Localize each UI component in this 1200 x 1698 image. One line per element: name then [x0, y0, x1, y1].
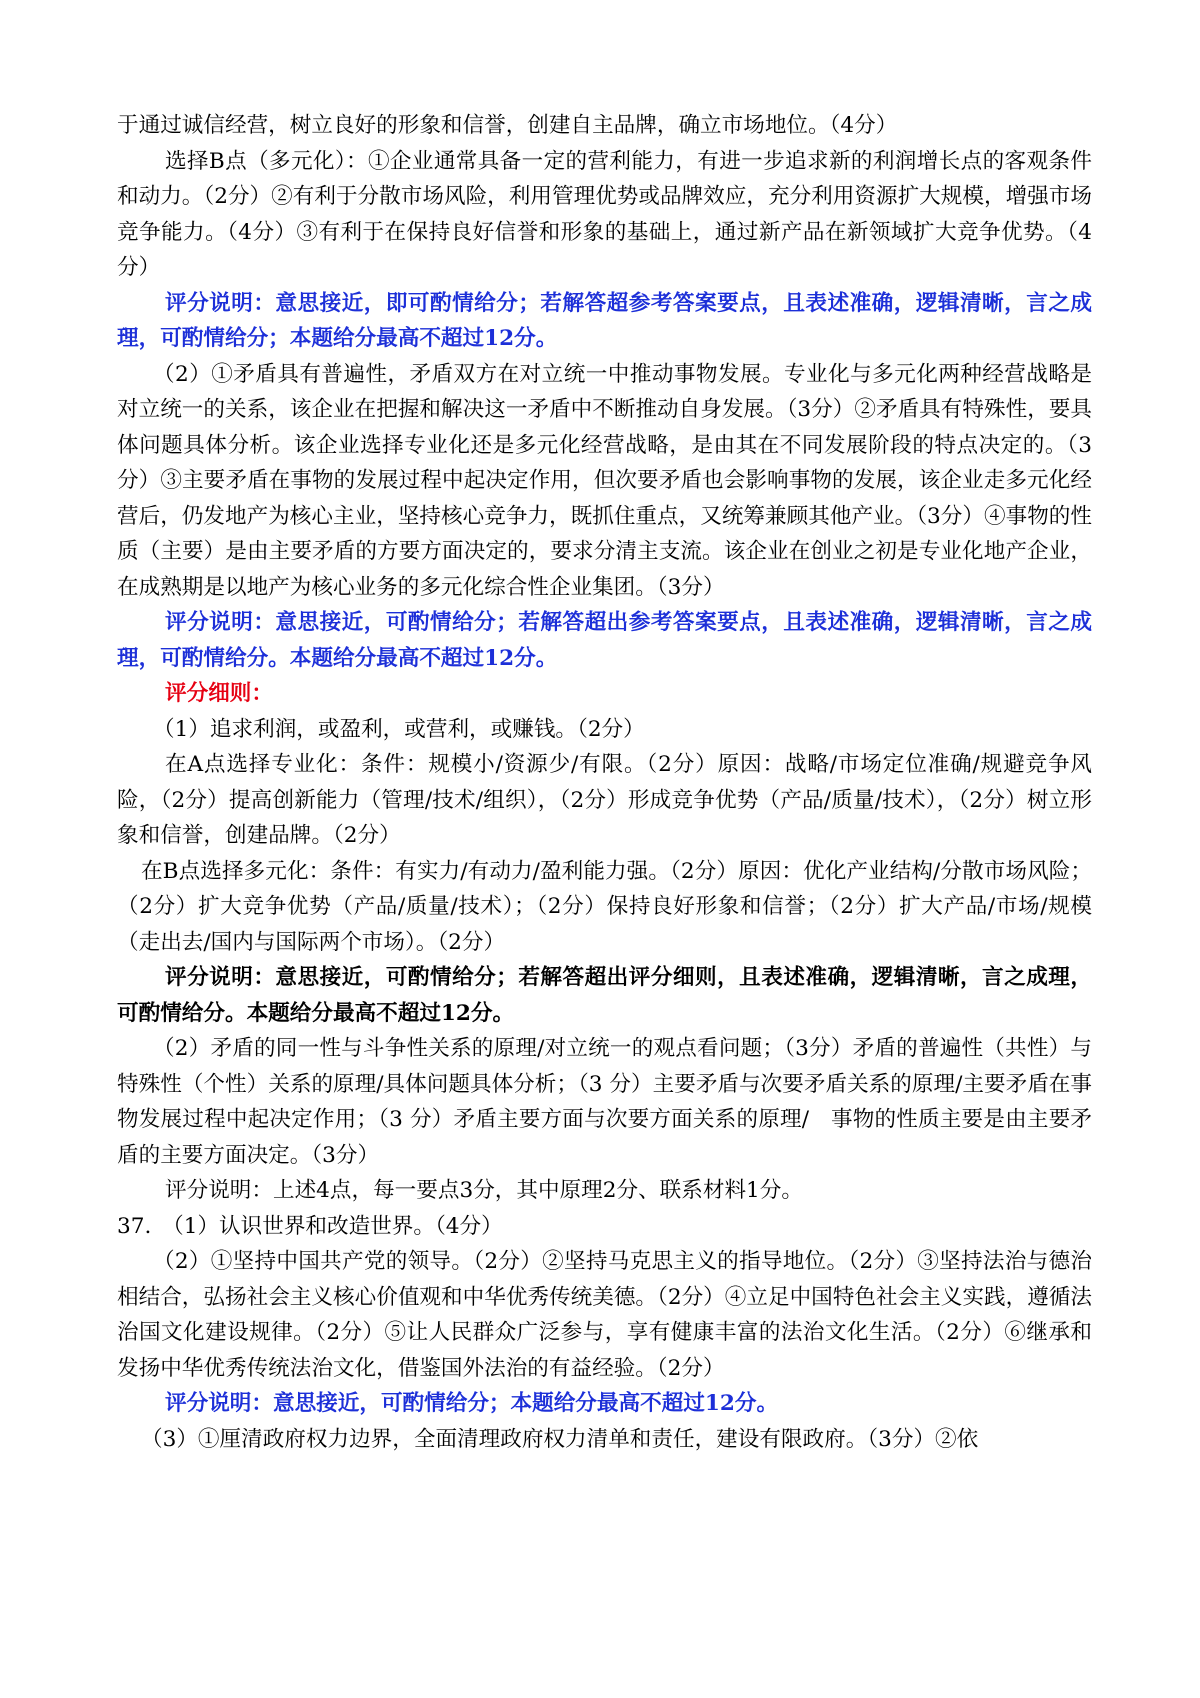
- scoring-rules-heading: 评分细则：: [165, 681, 273, 706]
- scoring-note-3: 评分说明：意思接近，可酌情给分；若解答超出评分细则，且表述准确，逻辑清晰，言之成理，可酌情给分。本题给分最高不超过12分。: [117, 965, 1092, 1026]
- scoring-note-4: 评分说明：上述4点，每一要点3分，其中原理2分、联系材料1分。: [165, 1178, 803, 1203]
- scoring-note-5: 评分说明：意思接近，可酌情给分；本题给分最高不超过12分。: [165, 1391, 779, 1416]
- question-37-part-3: （3）①厘清政府权力边界，全面清理政府权力清单和责任，建设有限政府。（3分）②依: [141, 1426, 979, 1452]
- scoring-note-1: 评分说明：意思接近，即可酌情给分；若解答超参考答案要点，且表述准确，逻辑清晰，言之成理，可酌情给分；本题给分最高不超过12分。: [117, 290, 1092, 351]
- rule-point-b: 在B点选择多元化：条件：有实力/有动力/盈利能力强。（2分）原因：优化产业结构/分散市场风险；（2分）扩大竞争优势（产品/质量/技术）；（2分）保持良好形象和信誉；（2分）扩大产品/市场/规模（走出去/国内与国际两个市场）。（2分）: [117, 858, 1092, 955]
- paragraph-option-b: 选择B点（多元化）：①企业通常具备一定的营利能力，有进一步追求新的利润增长点的客观条件和动力。（2分）②有利于分散市场风险，利用管理优势或品牌效应，充分利用资源扩大规模，增强市场竞争能力。（4分）③有利于在保持良好信誉和形象的基础上，通过新产品在新领域扩大竞争优势。（4分）: [117, 148, 1092, 280]
- paragraph-contradiction-analysis: （2）①矛盾具有普遍性，矛盾双方在对立统一中推动事物发展。专业化与多元化两种经营战略是对立统一的关系，该企业在把握和解决这一矛盾中不断推动自身发展。（3分）②矛盾具有特殊性，要具体问题具体分析。该企业选择专业化还是多元化经营战略，是由其在不同发展阶段的特点决定的。（3分）③主要矛盾在事物的发展过程中起决定作用，但次要矛盾也会影响事物的发展，该企业走多元化经营后，仍发地产为核心主业，坚持核心竞争力，既抓住重点，又统筹兼顾其他产业。（3分）④事物的性质（主要）是由主要矛盾的方要方面决定的，要求分清主支流。该企业在创业之初是专业化地产企业，在成熟期是以地产为核心业务的多元化综合性企业集团。（3分）: [117, 361, 1092, 600]
- rule-item-1: （1）追求利润，或盈利，或营利，或赚钱。（2分）: [153, 716, 645, 742]
- scoring-note-2: 评分说明：意思接近，可酌情给分；若解答超出参考答案要点，且表述准确，逻辑清晰，言之成理，可酌情给分。本题给分最高不超过12分。: [117, 610, 1092, 671]
- rule-point-a: 在A点选择专业化：条件：规模小/资源少/有限。（2分）原因：战略/市场定位准确/规避竞争风险，（2分）提高创新能力（管理/技术/组织），（2分）形成竞争优势（产品/质量/技术），（2分）树立形象和信誉，创建品牌。（2分）: [117, 752, 1092, 848]
- rule-item-2: （2）矛盾的同一性与斗争性关系的原理/对立统一的观点看问题；（3分）矛盾的普遍性（共性）与特殊性（个性）关系的原理/具体问题具体分析；（3 分）主要矛盾与次要矛盾关系的原理/主要矛盾在事物发展过程中起决定作用；（3 分）矛盾主要方面与次要方面关系的原理/ 事物的性质主要是由主要矛盾的主要方面决定。（3分）: [117, 1036, 1092, 1168]
- question-37-part-2: （2）①坚持中国共产党的领导。（2分）②坚持马克思主义的指导地位。（2分）③坚持法治与德治相结合，弘扬社会主义核心价值观和中华优秀传统美德。（2分）④立足中国特色社会主义实践，遵循法治国文化建设规律。（2分）⑤让人民群众广泛参与，享有健康丰富的法治文化生活。（2分）⑥继承和发扬中华优秀传统法治文化，借鉴国外法治的有益经验。（2分）: [117, 1249, 1092, 1381]
- paragraph-1: 于通过诚信经营，树立良好的形象和信誉，创建自主品牌，确立市场地位。（4分）: [117, 113, 898, 138]
- question-37-part-1: 37. （1）认识世界和改造世界。（4分）: [117, 1213, 503, 1239]
